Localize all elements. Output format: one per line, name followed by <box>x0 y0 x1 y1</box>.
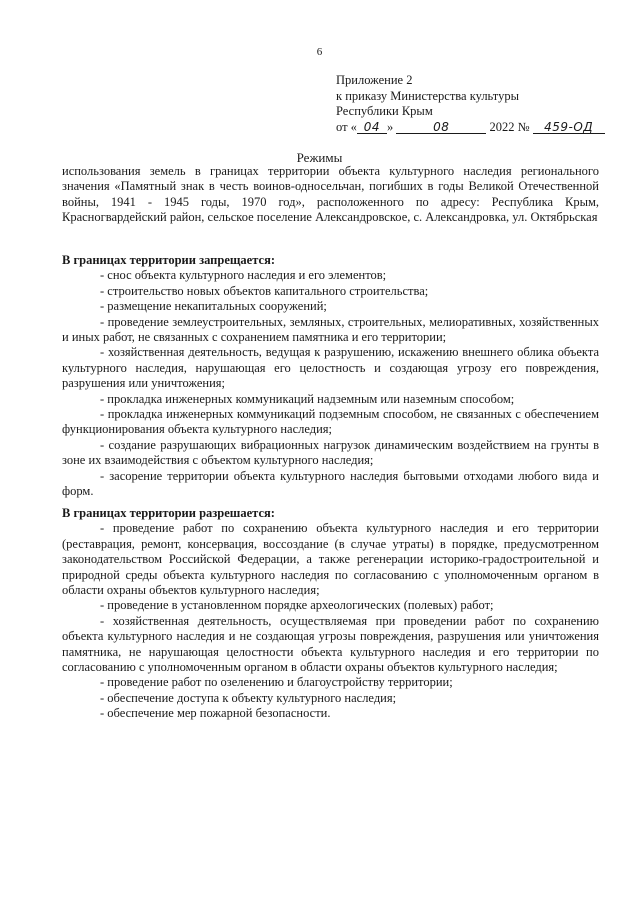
date-prefix: от « <box>336 119 357 134</box>
appendix-date-line <box>336 120 605 136</box>
allowed-section <box>62 506 599 722</box>
forbidden-section <box>62 253 599 500</box>
document-title: Режимы <box>296 150 343 165</box>
forbidden-item: - создание разрушающих вибрационных нагрузок динамическим воздействием на грунты в зоне их взаимодействия с объектом культурного наследия; <box>62 437 599 468</box>
allowed-item: - проведение работ по озеленению и благоустройству территории; <box>100 675 453 690</box>
allowed-item: - обеспечение мер пожарной безопасности. <box>100 706 331 721</box>
forbidden-item: - прокладка инженерных коммуникаций надземным или наземным способом; <box>100 391 515 406</box>
allowed-heading: В границах территории разрешается: <box>62 506 275 520</box>
intro-paragraph: использования земель в границах территории объекта культурного наследия регионального значения «Памятный знак в честь воинов-односельчан, погибших в годы Великой Отечественной войны, 1941 - 1945 годы, 1970 год», расположенного по адресу: Республика Крым, Красногвардейский район, сельское поселение Александровское, с. Александровка, ул. Октябрьская <box>62 164 599 225</box>
forbidden-item: - хозяйственная деятельность, ведущая к разрушению, искажению внешнего облика объекта культурного наследия, нарушающая его целостность и создающая угрозу его повреждения, разрушения или уничтожения; <box>62 345 599 391</box>
date-month: 08 <box>396 121 486 134</box>
date-mid: » <box>386 119 394 134</box>
appendix-block <box>336 73 605 135</box>
allowed-item: - проведение в установленном порядке археологических (полевых) работ; <box>100 598 494 613</box>
forbidden-item: - засорение территории объекта культурного наследия бытовыми отходами любого вида и форм. <box>62 468 599 499</box>
forbidden-item: - размещение некапитальных сооружений; <box>100 299 327 314</box>
date-year: 2022 № <box>489 119 530 134</box>
order-number: 459-ОД <box>533 121 605 134</box>
appendix-title: Приложение 2 <box>336 73 413 87</box>
forbidden-item: - прокладка инженерных коммуникаций подземным способом, не связанных с обеспечением функционирования объекта культурного наследия; <box>62 407 599 437</box>
allowed-item: - хозяйственная деятельность, осуществляемая при проведении работ по сохранению объекта культурного наследия и не создающая угрозы повреждения, разрушения или уничтожения памятника, не нарушающая целостности объекта культурного наследия и его территории по согласованию с уполномоченным органом в области охраны объектов культурного наследия; <box>62 613 599 675</box>
forbidden-item: - снос объекта культурного наследия и его элементов; <box>100 268 387 283</box>
allowed-item: - обеспечение доступа к объекту культурного наследия; <box>100 690 397 705</box>
appendix-republic: Республики Крым <box>336 104 433 118</box>
page-number: 6 <box>316 46 323 58</box>
date-day: 04 <box>357 121 387 134</box>
forbidden-heading: В границах территории запрещается: <box>62 253 276 267</box>
allowed-item: - проведение работ по сохранению объекта культурного наследия и его территории (реставрация, ремонт, консервация, воссоздание (в случае утраты) в порядке, предусмотренном законодательством Российской Федерации, а также регенерации историко-градостроительной и природной среды объекта культурного наследия по согласованию с уполномоченным органом в области охраны объектов культурного наследия; <box>62 521 599 598</box>
forbidden-item: - строительство новых объектов капитального строительства; <box>100 283 429 298</box>
appendix-order-ref: к приказу Министерства культуры <box>336 88 519 103</box>
forbidden-item: - проведение землеустроительных, земляных, строительных, мелиоративных, хозяйственных и иных работ, не связанных с сохранением памятника и его территории; <box>62 314 599 345</box>
